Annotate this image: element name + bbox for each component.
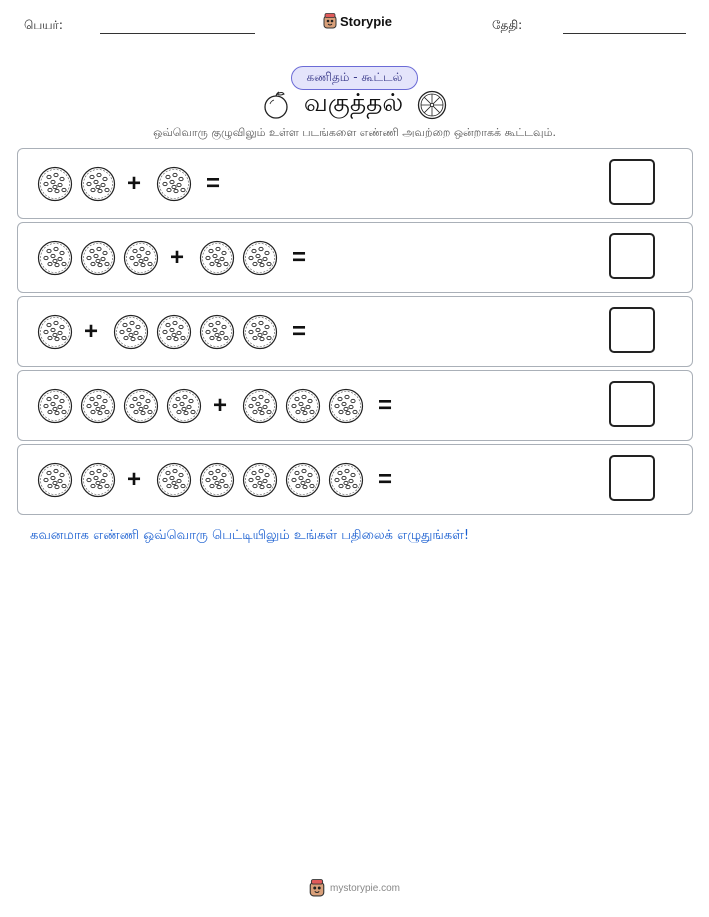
cookie-icon — [285, 462, 321, 498]
answer-box[interactable] — [609, 159, 655, 205]
cookie-icon — [199, 462, 235, 498]
equals-sign: = — [206, 169, 221, 197]
cookie-icon — [37, 314, 73, 350]
storypie-mascot-icon — [323, 13, 337, 29]
equals-sign: = — [378, 391, 393, 419]
answer-box[interactable] — [609, 455, 655, 501]
brand-logo — [323, 13, 392, 29]
cookie-icon — [80, 388, 116, 424]
title-row — [0, 88, 709, 121]
problem-row-5 — [17, 444, 693, 515]
plus-sign: + — [84, 317, 99, 345]
instruction-text: ஒவ்வொரு குழுவிலும் உள்ள படங்களை எண்ணி அவற்றை ஒன்றாகக் கூட்டவும். — [153, 126, 556, 139]
orange-outline-icon — [262, 90, 290, 120]
cookie-icon — [328, 388, 364, 424]
cookie-icon — [199, 314, 235, 350]
cookie-icon — [37, 388, 73, 424]
cookie-icon — [328, 462, 364, 498]
cookie-icon — [199, 240, 235, 276]
plus-sign: + — [127, 169, 142, 197]
cookie-icon — [123, 388, 159, 424]
date-write-line[interactable] — [563, 33, 686, 34]
problem-expression — [37, 445, 392, 514]
plus-sign: + — [170, 243, 185, 271]
problem-expression — [37, 149, 220, 218]
answer-box[interactable] — [609, 381, 655, 427]
name-write-line[interactable] — [100, 33, 255, 34]
cookie-icon — [37, 166, 73, 202]
cookie-icon — [156, 462, 192, 498]
cookie-icon — [37, 462, 73, 498]
cookie-icon — [242, 462, 278, 498]
storypie-mascot-icon — [309, 879, 325, 897]
cookie-icon — [80, 240, 116, 276]
equals-sign: = — [292, 317, 307, 345]
problem-row-4 — [17, 370, 693, 441]
problem-expression — [37, 297, 306, 366]
cookie-icon — [242, 240, 278, 276]
topic-badge: கணிதம் - கூட்டல் — [291, 66, 418, 90]
answer-box[interactable] — [609, 307, 655, 353]
date-label: தேதி: — [492, 18, 523, 32]
orange-slice-icon — [417, 90, 447, 120]
footer — [0, 879, 709, 897]
cookie-icon — [242, 314, 278, 350]
plus-sign: + — [213, 391, 228, 419]
equals-sign: = — [378, 465, 393, 493]
problem-expression — [37, 371, 392, 440]
cookie-icon — [37, 240, 73, 276]
cookie-icon — [80, 462, 116, 498]
cookie-icon — [166, 388, 202, 424]
cookie-icon — [80, 166, 116, 202]
name-label: பெயர்: — [24, 18, 63, 32]
problem-expression — [37, 223, 306, 292]
page-title: வகுத்தல் — [303, 88, 404, 117]
cookie-icon — [156, 314, 192, 350]
footer-url: mystorypie.com — [329, 882, 400, 894]
answer-box[interactable] — [609, 233, 655, 279]
cookie-icon — [285, 388, 321, 424]
cookie-icon — [156, 166, 192, 202]
brand-name: Storypie — [340, 13, 393, 29]
plus-sign: + — [127, 465, 142, 493]
cookie-icon — [113, 314, 149, 350]
problem-row-2 — [17, 222, 693, 293]
cookie-icon — [242, 388, 278, 424]
cookie-icon — [123, 240, 159, 276]
equals-sign: = — [292, 243, 307, 271]
problem-row-3 — [17, 296, 693, 367]
problem-row-1 — [17, 148, 693, 219]
encouragement-text: கவனமாக எண்ணி ஒவ்வொரு பெட்டியிலும் உங்கள் பதிலைக் எழுதுங்கள்! — [30, 528, 470, 543]
